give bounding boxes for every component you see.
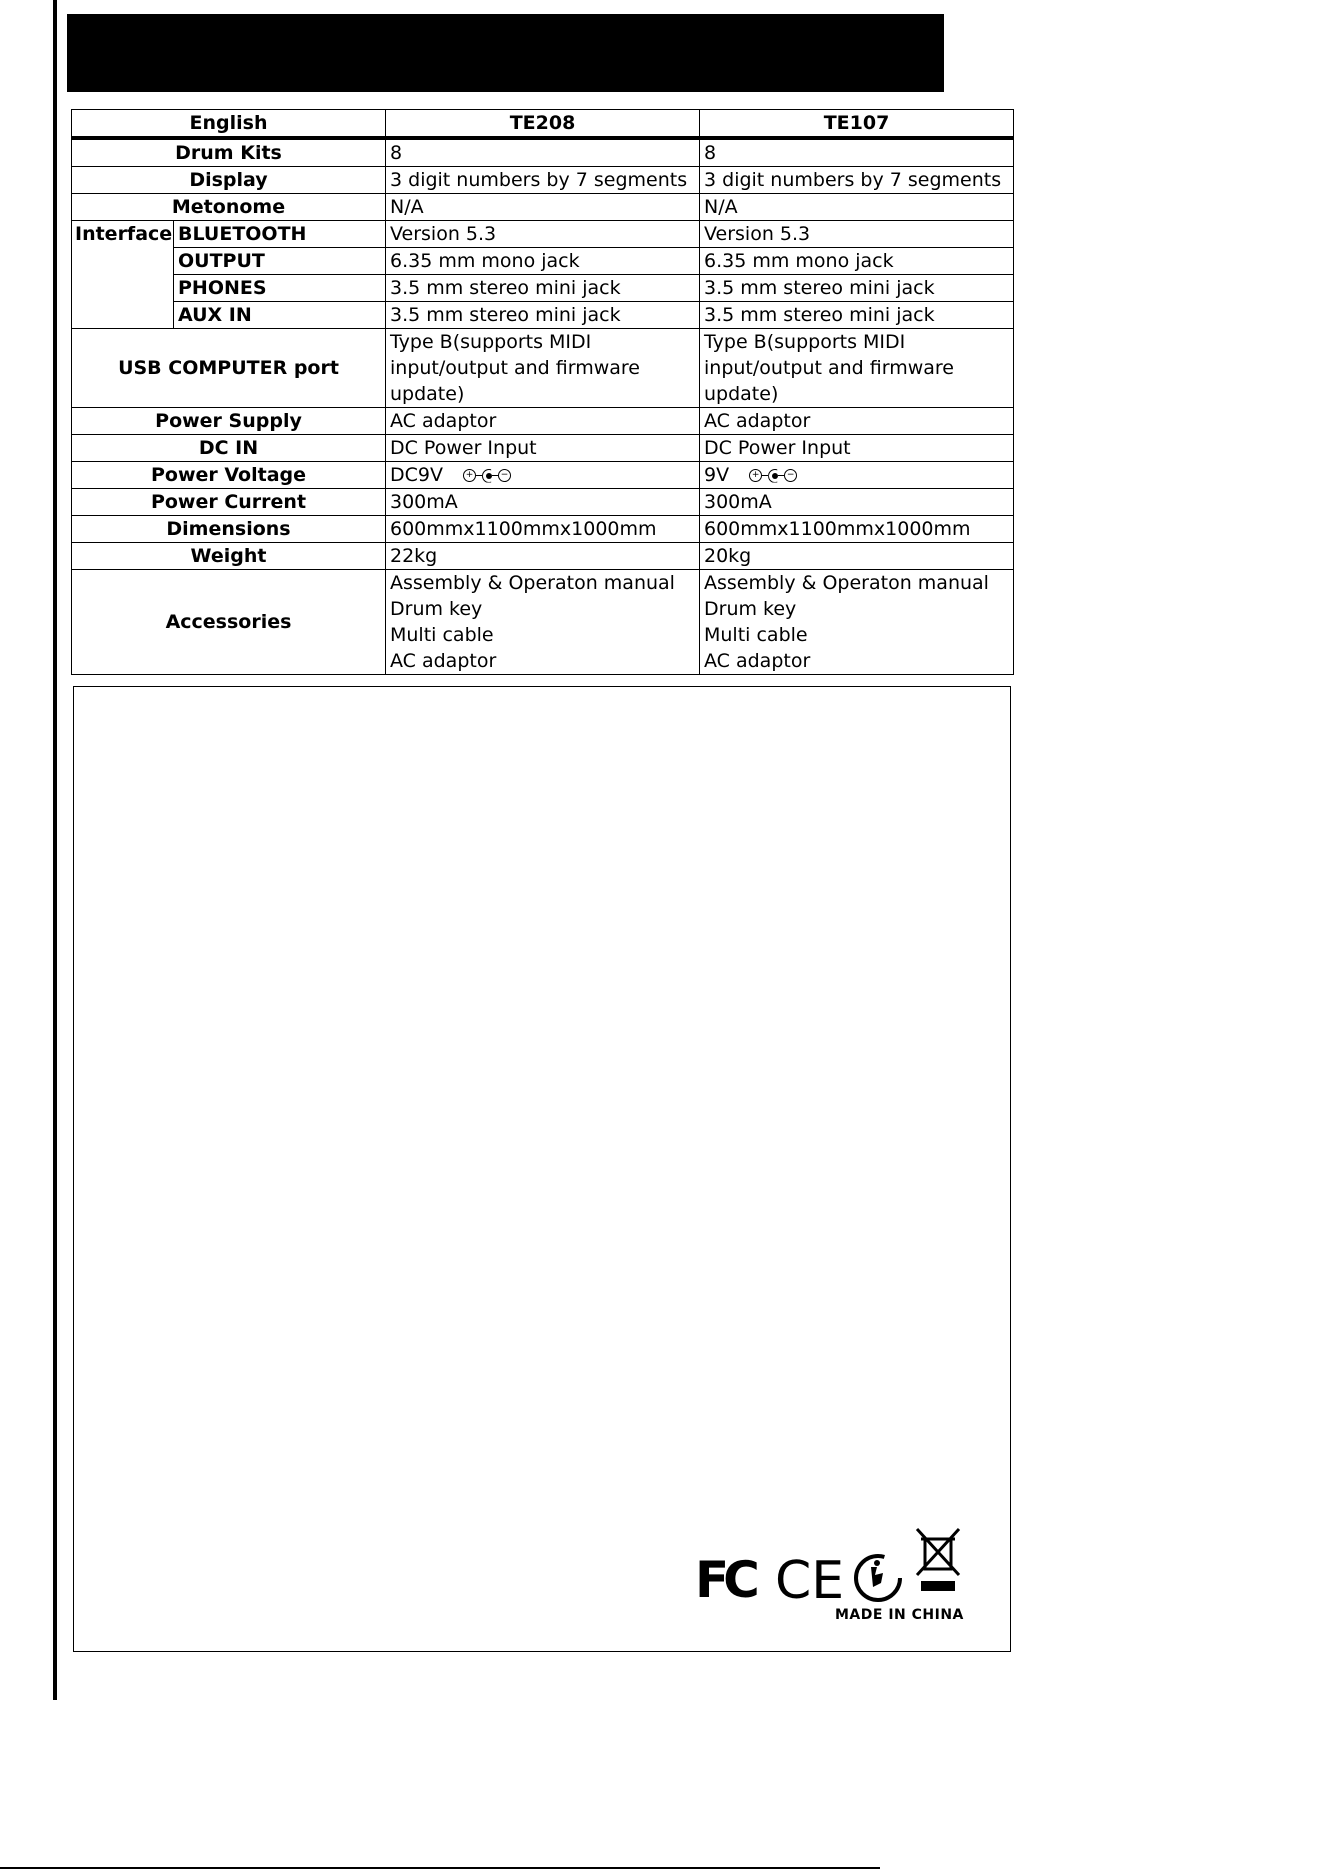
cell-value: 9V — [704, 464, 730, 486]
header-label: English — [72, 110, 386, 139]
row-label-power-supply: Power Supply — [72, 408, 386, 435]
cell-value: DC Power Input — [700, 435, 1014, 462]
header-model-te208: TE208 — [386, 110, 700, 139]
ce-mark-icon: CE — [775, 1551, 845, 1611]
cell-value: 8 — [386, 138, 700, 167]
cell-value: DC9V — [390, 464, 443, 486]
table-row — [72, 408, 1014, 435]
table-header-row — [72, 110, 1014, 139]
row-label-output: OUTPUT — [174, 248, 386, 275]
cell-value: 3.5 mm stereo mini jack — [386, 302, 700, 329]
cell-value: Version 5.3 — [386, 221, 700, 248]
cell-value: 600mmx1100mmx1000mm — [700, 516, 1014, 543]
row-label-drum-kits: Drum Kits — [72, 138, 386, 167]
cell-value: 6.35 mm mono jack — [700, 248, 1014, 275]
row-label-bluetooth: BLUETOOTH — [174, 221, 386, 248]
plus-terminal-icon: + — [463, 469, 476, 482]
cell-value: 3 digit numbers by 7 segments — [700, 167, 1014, 194]
row-label-phones: PHONES — [174, 275, 386, 302]
cell-value: 300mA — [386, 489, 700, 516]
cell-value: Version 5.3 — [700, 221, 1014, 248]
table-row — [72, 221, 1014, 248]
row-label-weight: Weight — [72, 543, 386, 570]
cell-value: DC Power Input — [386, 435, 700, 462]
cell-value: N/A — [386, 194, 700, 221]
table-row — [72, 570, 1014, 675]
cell-value: N/A — [700, 194, 1014, 221]
row-label-aux-in: AUX IN — [174, 302, 386, 329]
cell-power-voltage — [700, 462, 1014, 489]
left-margin-rule — [53, 0, 57, 1700]
row-label-display: Display — [72, 167, 386, 194]
row-label-interface: Interface — [72, 221, 174, 329]
recycle-icon — [853, 1553, 903, 1603]
table-row — [72, 516, 1014, 543]
table-row — [72, 543, 1014, 570]
cell-value: AC adaptor — [700, 408, 1014, 435]
cell-value: Assembly & Operaton manual Drum key Multi cable AC adaptor — [700, 570, 1014, 675]
fc-mark-icon: FC — [695, 1551, 754, 1609]
polarity-icon — [463, 469, 511, 483]
cell-value: 3 digit numbers by 7 segments — [386, 167, 700, 194]
weee-bin-icon — [913, 1527, 963, 1597]
cell-power-voltage — [386, 462, 700, 489]
table-row — [72, 275, 1014, 302]
minus-terminal-icon: − — [784, 469, 797, 482]
cell-value: 8 — [700, 138, 1014, 167]
header-model-te107: TE107 — [700, 110, 1014, 139]
certification-marks — [695, 1527, 965, 1627]
row-label-usb: USB COMPUTER port — [72, 329, 386, 408]
table-row — [72, 489, 1014, 516]
cell-value: Type B(supports MIDI input/output and firmware update) — [700, 329, 1014, 408]
cell-value: 22kg — [386, 543, 700, 570]
title-bar — [67, 14, 944, 92]
cell-value: 3.5 mm stereo mini jack — [700, 275, 1014, 302]
row-label-dimensions: Dimensions — [72, 516, 386, 543]
row-label-dc-in: DC IN — [72, 435, 386, 462]
table-row — [72, 167, 1014, 194]
table-row — [72, 329, 1014, 408]
spec-table — [71, 109, 1014, 675]
polarity-icon — [749, 469, 797, 483]
table-row — [72, 248, 1014, 275]
row-label-accessories: Accessories — [72, 570, 386, 675]
cell-value: Type B(supports MIDI input/output and firmware update) — [386, 329, 700, 408]
table-row — [72, 194, 1014, 221]
row-label-power-current: Power Current — [72, 489, 386, 516]
table-row — [72, 435, 1014, 462]
cell-value: 3.5 mm stereo mini jack — [386, 275, 700, 302]
plus-terminal-icon: + — [749, 469, 762, 482]
cell-value: 20kg — [700, 543, 1014, 570]
minus-terminal-icon: − — [498, 469, 511, 482]
cell-value: 600mmx1100mmx1000mm — [386, 516, 700, 543]
content-box — [73, 686, 1011, 1652]
table-row — [72, 462, 1014, 489]
bottom-rule — [0, 1867, 880, 1869]
cell-value: 3.5 mm stereo mini jack — [700, 302, 1014, 329]
row-label-power-voltage: Power Voltage — [72, 462, 386, 489]
table-row — [72, 138, 1014, 167]
made-in-label: MADE IN CHINA — [835, 1607, 964, 1623]
row-label-metronome: Metonome — [72, 194, 386, 221]
cell-value: Assembly & Operaton manual Drum key Multi cable AC adaptor — [386, 570, 700, 675]
cell-value: AC adaptor — [386, 408, 700, 435]
cell-value: 300mA — [700, 489, 1014, 516]
table-row — [72, 302, 1014, 329]
cell-value: 6.35 mm mono jack — [386, 248, 700, 275]
